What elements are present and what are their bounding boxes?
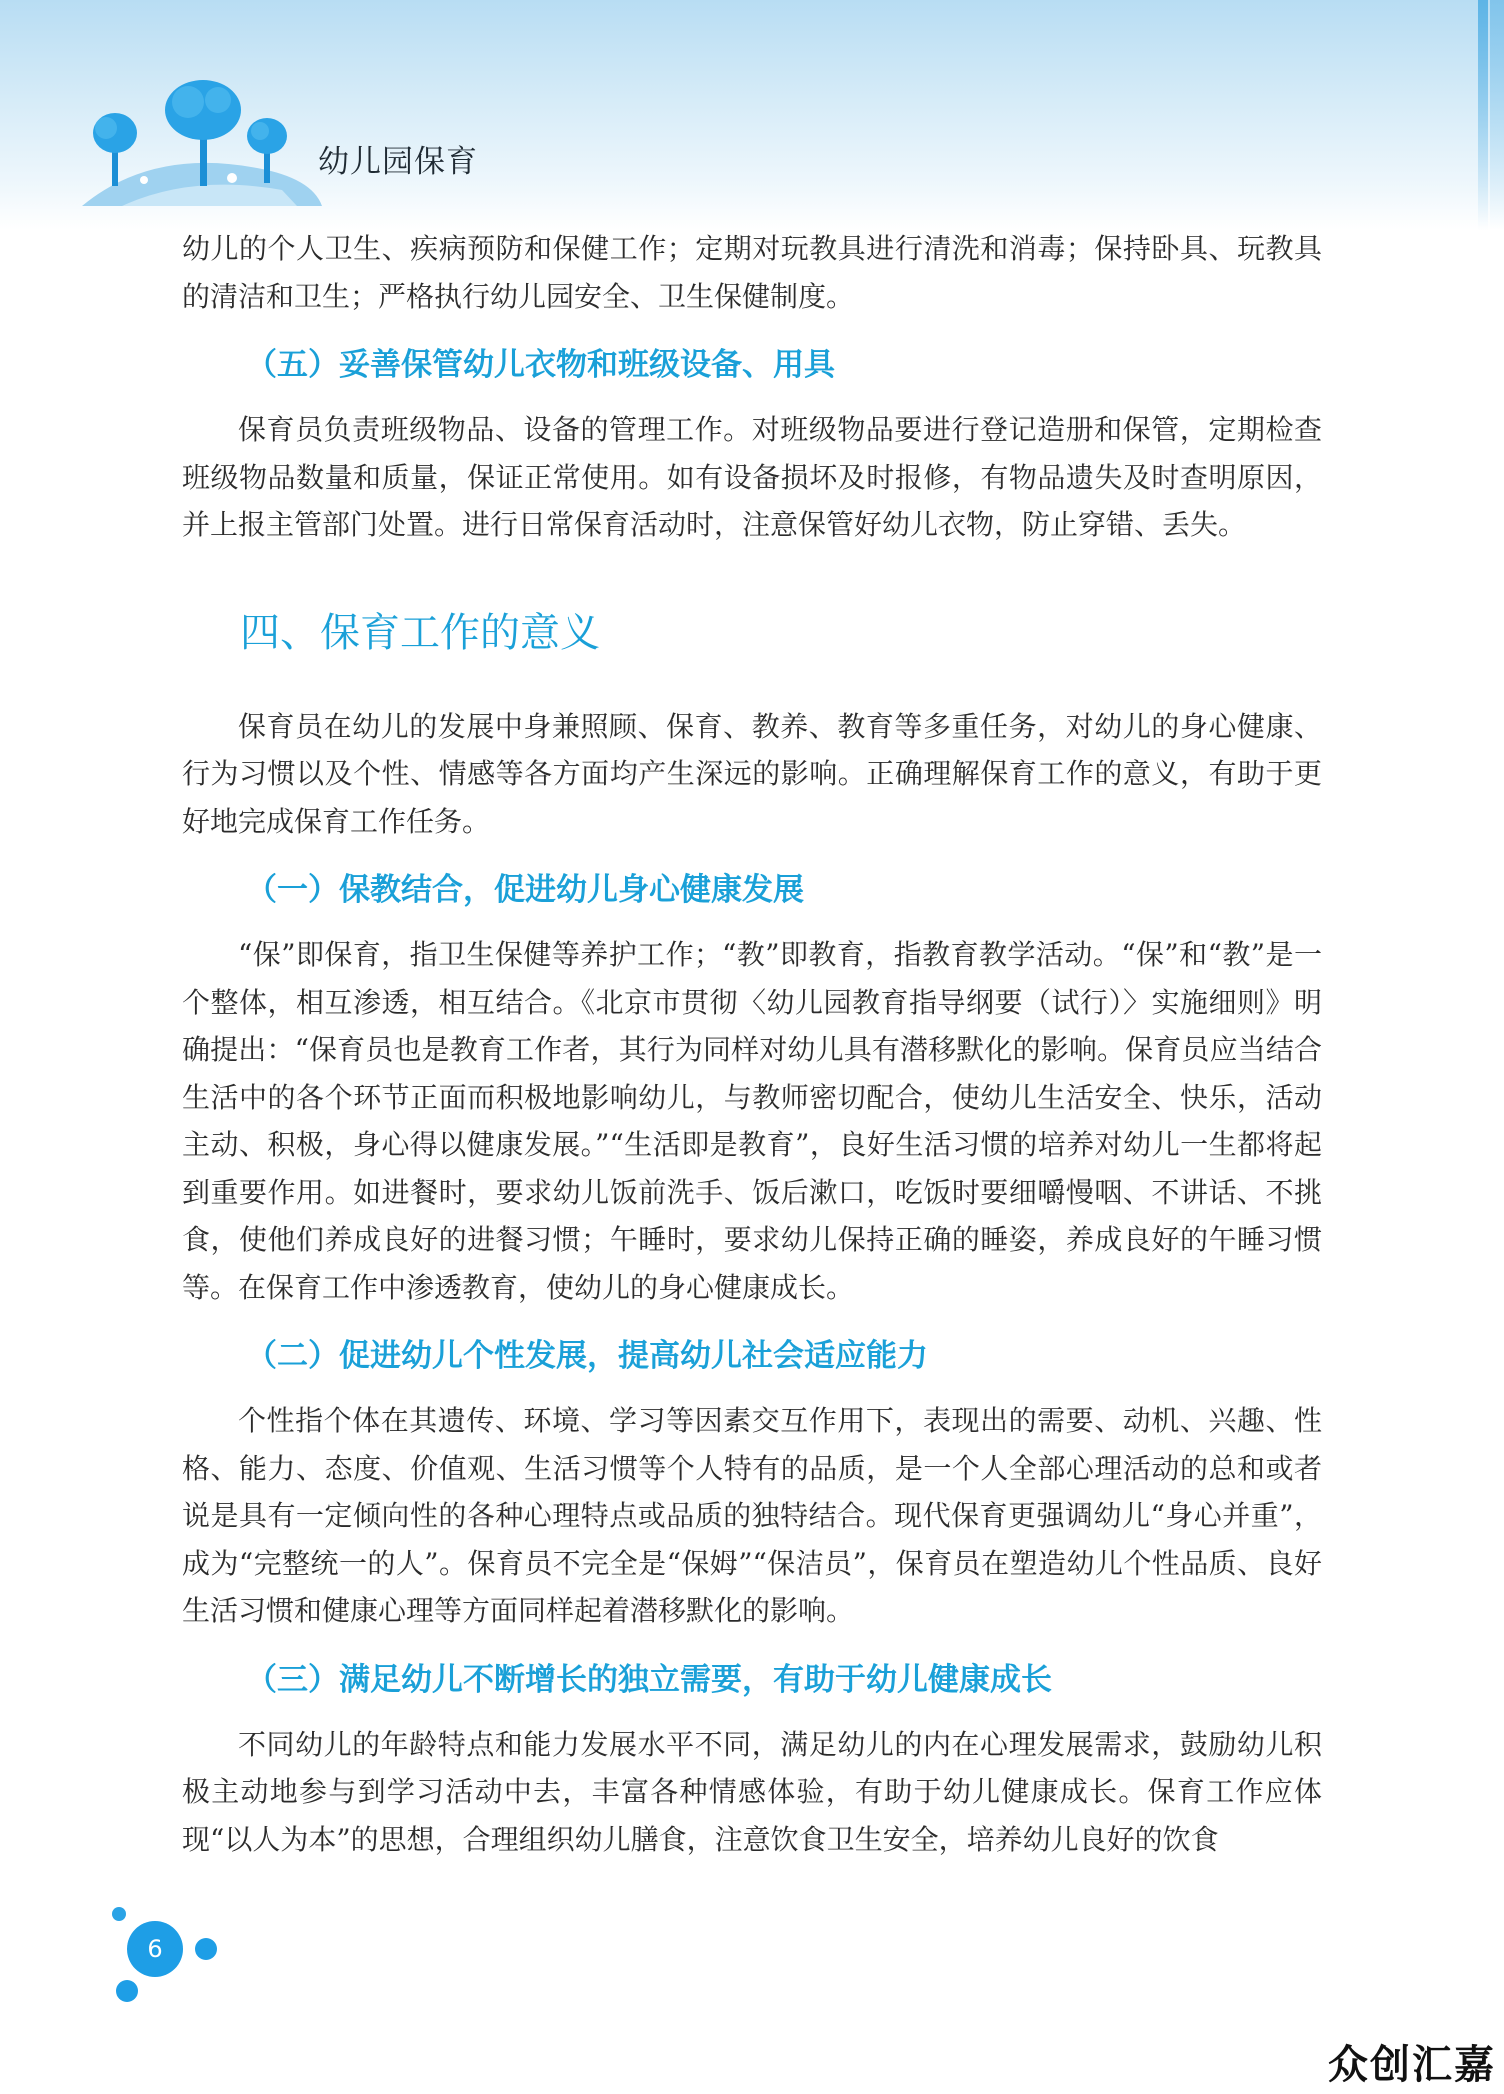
subheading: （一）保教结合，促进幼儿身心健康发展 xyxy=(246,872,804,908)
header-title: 幼儿园保育 xyxy=(318,144,478,180)
section-heading: 四、保育工作的意义 xyxy=(240,609,600,656)
paragraph: 保育员在幼儿的发展中身兼照顾、保育、教养、教育等多重任务，对幼儿的身心健康、行为习惯以及个性、情感等各方面均产生深远的影响。正确理解保育工作的意义，有助于更好地完成保育工作任务。 xyxy=(182,709,1322,838)
header-stripe xyxy=(1490,0,1504,230)
trees-on-hill-icon xyxy=(82,78,322,208)
page-number: 6 xyxy=(147,1935,163,1963)
subheading: （二）促进幼儿个性发展，提高幼儿社会适应能力 xyxy=(246,1338,928,1374)
paragraph: 不同幼儿的年龄特点和能力发展水平不同，满足幼儿的内在心理发展需求，鼓励幼儿积极主动地参与到学习活动中去，丰富各种情感体验，有助于幼儿健康成长。保育工作应体现“以人为本”的思想，合理组织幼儿膳食，注意饮食卫生安全，培养幼儿良好的饮食 xyxy=(182,1727,1322,1856)
page-content xyxy=(182,225,1322,1863)
paragraph: 幼儿的个人卫生、疾病预防和保健工作；定期对玩教具进行清洗和消毒；保持卧具、玩教具的清洁和卫生；严格执行幼儿园安全、卫生保健制度。 xyxy=(182,232,1322,313)
header-stripe xyxy=(1478,0,1488,230)
watermark: 众创汇嘉 xyxy=(1328,2042,1496,2088)
paragraph: “保”即保育，指卫生保健等养护工作；“教”即教育，指教育教学活动。“保”和“教”是一个整体，相互渗透，相互结合。《北京市贯彻〈幼儿园教育指导纲要（试行）〉实施细则》明确提出：“保育员也是教育工作者，其行为同样对幼儿具有潜移默化的影响。保育员应当结合生活中的各个环节正面而积极地影响幼儿，与教师密切配合，使幼儿生活安全、快乐，活动主动、积极，身心得以健康发展。”“生活即是教育”，良好生活习惯的培养对幼儿一生都将起到重要作用。如进餐时，要求幼儿饭前洗手、饭后漱口，吃饭时要细嚼慢咽、不讲话、不挑食，使他们养成良好的进餐习惯；午睡时，要求幼儿保持正确的睡姿，养成良好的午睡习惯等。在保育工作中渗透教育，使幼儿的身心健康成长。 xyxy=(182,938,1322,1304)
subheading: （三）满足幼儿不断增长的独立需要，有助于幼儿健康成长 xyxy=(246,1661,1052,1698)
paragraph: 保育员负责班级物品、设备的管理工作。对班级物品要进行登记造册和保管，定期检查班级物品数量和质量，保证正常使用。如有设备损坏及时报修，有物品遗失及时查明原因，并上报主管部门处置。进行日常保育活动时，注意保管好幼儿衣物，防止穿错、丢失。 xyxy=(182,413,1322,541)
paragraph: 个性指个体在其遗传、环境、学习等因素交互作用下，表现出的需要、动机、兴趣、性格、能力、态度、价值观、生活习惯等个人特有的品质，是一个人全部心理活动的总和或者说是具有一定倾向性的各种心理特点或品质的独特结合。现代保育更强调幼儿“身心并重”，成为“完整统一的人”。保育员不完全是“保姆”“保洁员”，保育员在塑造幼儿个性品质、良好生活习惯和健康心理等方面同样起着潜移默化的影响。 xyxy=(182,1404,1322,1627)
subheading: （五）妥善保管幼儿衣物和班级设备、用具 xyxy=(246,347,835,383)
